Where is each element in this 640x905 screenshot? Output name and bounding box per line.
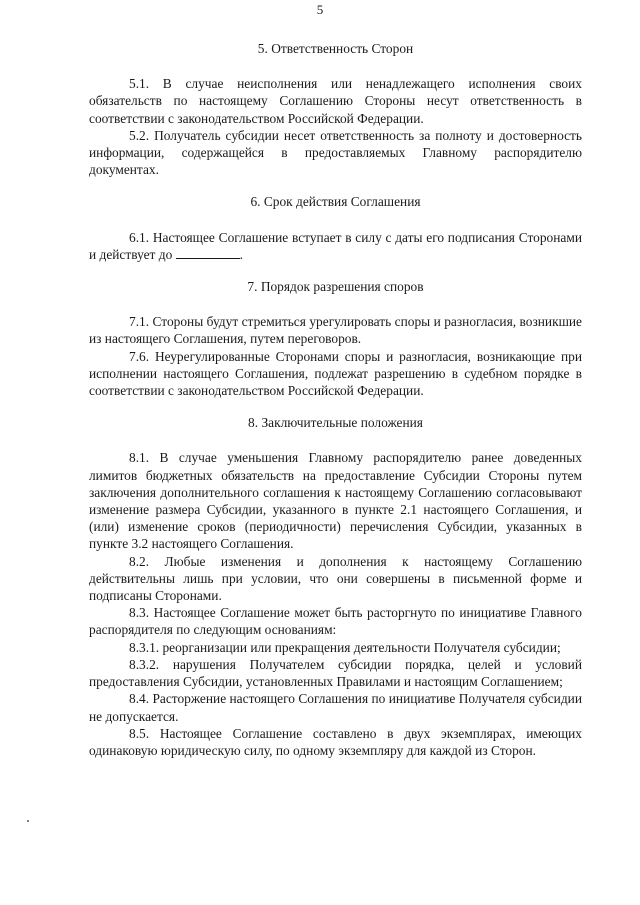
clause-8-3: 8.3. Настоящее Соглашение может быть расторгнуто по инициативе Главного распорядителя по следующим основаниям: (89, 605, 582, 638)
section-7 (89, 278, 582, 399)
clause-5-1: 5.1. В случае неисполнения или ненадлежащего исполнения своих обязательств по настоящему Соглашению Стороны несут ответственность в соответствии с законодательством Российской Федерации. (89, 76, 582, 126)
section-5-title: 5. Ответственность Сторон (257, 41, 414, 56)
section-5 (89, 40, 582, 178)
section-6-title: 6. Срок действия Соглашения (250, 194, 421, 210)
clause-7-6: 7.6. Неурегулированные Сторонами споры и разногласия, возникающие при исполнении настоящего Соглашения, подлежат разрешению в судебном порядке в соответствии с законодательством Российской Федерации. (89, 348, 582, 399)
date-blank-line (176, 247, 240, 259)
section-7-title: 7. Порядок разрешения споров (247, 279, 424, 295)
clause-8-4: 8.4. Расторжение настоящего Соглашения по инициативе Получателя субсидии не допускается. (89, 691, 582, 724)
section-8-title: 8. Заключительные положения (248, 415, 423, 431)
clause-8-1: 8.1. В случае уменьшения Главному распорядителю ранее доведенных лимитов бюджетных обязательств на предоставление Субсидии Стороны путем заключения дополнительного соглашения к настоящему Соглашению согласовывают изменение размера Субсидии, указанного в пункте 2.1 настоящего Соглашения, и (или) изменение сроков (периодичности) перечисления Субсидии, указанных в пункте 3.2 настоящего Соглашения. (89, 450, 582, 552)
page-number: 5 (316, 2, 324, 17)
scan-speck (27, 820, 29, 822)
clause-8-3-1: 8.3.1. реорганизации или прекращения деятельности Получателя субсидии; (129, 639, 561, 655)
clause-5-2: 5.2. Получатель субсидии несет ответственность за полноту и достоверность информации, содержащейся в предоставляемых Главному распорядителю документах. (89, 127, 582, 178)
section-8 (89, 414, 582, 759)
clause-8-3-2: 8.3.2. нарушения Получателем субсидии порядка, целей и условий предоставления Субсидии, установленных Правилами и настоящим Соглашением; (89, 656, 582, 690)
clause-8-5: 8.5. Настоящее Соглашение составлено в двух экземплярах, имеющих одинаковую юридическую силу, по одному экземпляру для каждой из Сторон. (89, 725, 582, 758)
clause-6-1 (89, 229, 582, 263)
section-6 (89, 193, 582, 263)
clause-7-1: 7.1. Стороны будут стремиться урегулировать споры и разногласия, возникшие из настоящего Соглашения, путем переговоров. (89, 314, 582, 347)
document-body (89, 40, 582, 759)
clause-8-2: 8.2. Любые изменения и дополнения к настоящему Соглашению действительны лишь при условии, что они совершены в письменной форме и подписаны Сторонами. (89, 553, 582, 604)
clause-6-1-text: 6.1. Настоящее Соглашение вступает в силу с даты его подписания Сторонами и действует до (89, 229, 582, 262)
clause-6-1-end: . (239, 246, 243, 262)
